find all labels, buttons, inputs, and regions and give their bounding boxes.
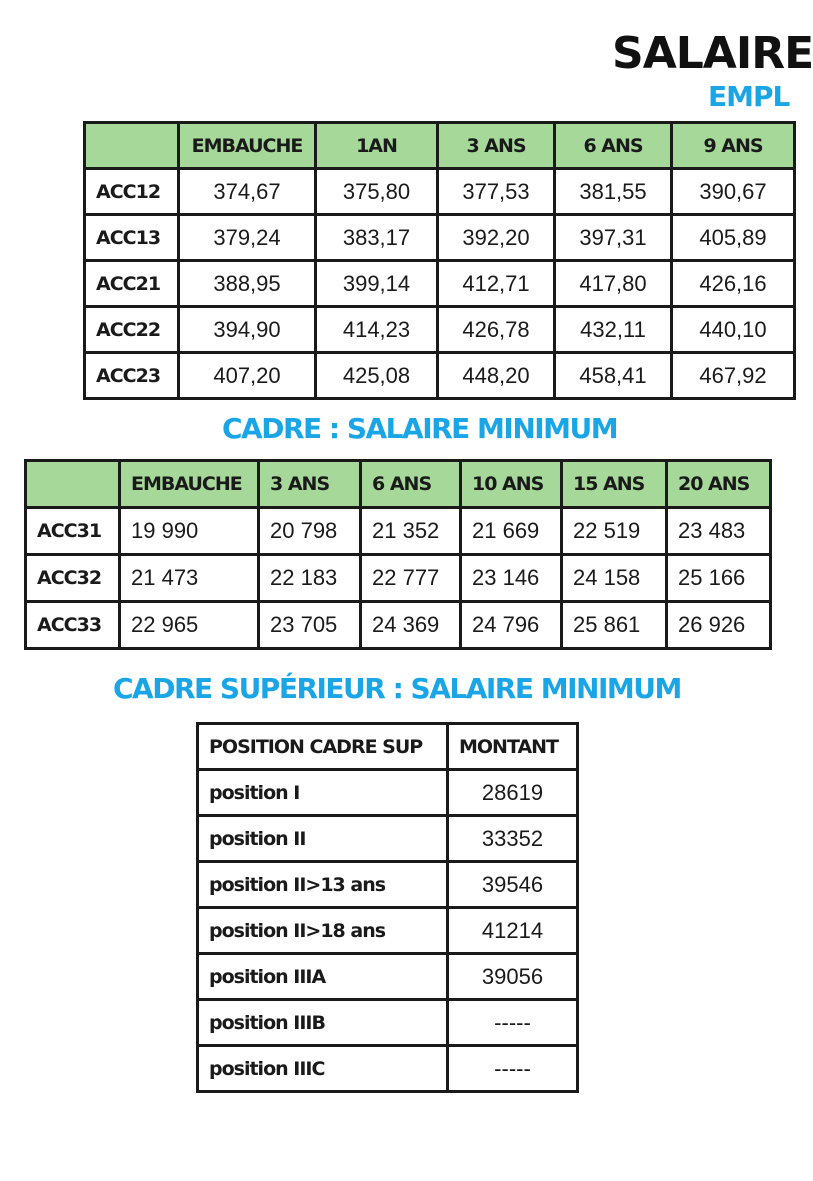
table-cell: 24 369 <box>361 602 461 649</box>
column-header: 1AN <box>316 123 438 169</box>
table-row <box>198 770 578 816</box>
row-label: position II>18 ans <box>198 908 448 954</box>
table-row <box>85 261 795 307</box>
column-header: 9 ANS <box>672 123 795 169</box>
table-cell: 22 519 <box>562 508 667 555</box>
employe-salary-table <box>83 121 796 400</box>
table-cell: 392,20 <box>438 215 555 261</box>
table-cell: 375,80 <box>316 169 438 215</box>
column-header: 3 ANS <box>438 123 555 169</box>
table-cell: 383,17 <box>316 215 438 261</box>
row-label: ACC12 <box>85 169 179 215</box>
table-cell: 23 705 <box>259 602 361 649</box>
column-header <box>85 123 179 169</box>
row-label: ACC31 <box>26 508 120 555</box>
table-cell: 25 166 <box>667 555 771 602</box>
row-label: ACC13 <box>85 215 179 261</box>
row-label: ACC32 <box>26 555 120 602</box>
table-cell: 426,16 <box>672 261 795 307</box>
table-cell: 425,08 <box>316 353 438 399</box>
table-cell: 22 183 <box>259 555 361 602</box>
table-cell: 21 473 <box>120 555 259 602</box>
table-cell: 397,31 <box>555 215 672 261</box>
table-cell: 20 798 <box>259 508 361 555</box>
table-cell: 377,53 <box>438 169 555 215</box>
table-cell: 467,92 <box>672 353 795 399</box>
table-header-row <box>26 461 771 508</box>
row-label: ACC23 <box>85 353 179 399</box>
column-header <box>26 461 120 508</box>
table-header-row <box>198 724 578 770</box>
table-cell: 22 965 <box>120 602 259 649</box>
table-cell: 432,11 <box>555 307 672 353</box>
table-cell: 23 146 <box>461 555 562 602</box>
table-row <box>26 555 771 602</box>
table-cell: 412,71 <box>438 261 555 307</box>
row-label: ACC33 <box>26 602 120 649</box>
table-cell: 448,20 <box>438 353 555 399</box>
table-cell: 426,78 <box>438 307 555 353</box>
cadre-section-title: CADRE : SALAIRE MINIMUM <box>222 412 618 445</box>
table-cell: 374,67 <box>179 169 316 215</box>
table-cell: 24 158 <box>562 555 667 602</box>
table-row <box>85 307 795 353</box>
table-cell: 417,80 <box>555 261 672 307</box>
row-label: position II <box>198 816 448 862</box>
table-cell: 458,41 <box>555 353 672 399</box>
column-header: 6 ANS <box>555 123 672 169</box>
table-cell: 381,55 <box>555 169 672 215</box>
table-row <box>198 908 578 954</box>
table-row <box>26 508 771 555</box>
table-cell: 39056 <box>448 954 578 1000</box>
table-row <box>85 169 795 215</box>
table-cell: 33352 <box>448 816 578 862</box>
column-header: 15 ANS <box>562 461 667 508</box>
table-cell: 21 352 <box>361 508 461 555</box>
row-label: position I <box>198 770 448 816</box>
column-header: 6 ANS <box>361 461 461 508</box>
table-cell: 399,14 <box>316 261 438 307</box>
row-label: ACC22 <box>85 307 179 353</box>
table-cell: 390,67 <box>672 169 795 215</box>
row-label: position IIIC <box>198 1046 448 1092</box>
table-cell: 407,20 <box>179 353 316 399</box>
column-header: EMBAUCHE <box>179 123 316 169</box>
row-label: position IIIA <box>198 954 448 1000</box>
table-cell: 22 777 <box>361 555 461 602</box>
table-row <box>85 353 795 399</box>
column-header: MONTANT <box>448 724 578 770</box>
table-row <box>198 1000 578 1046</box>
table-cell: 41214 <box>448 908 578 954</box>
table-cell: 394,90 <box>179 307 316 353</box>
table-cell: 405,89 <box>672 215 795 261</box>
table-cell: 23 483 <box>667 508 771 555</box>
page-title: SALAIRE <box>612 28 813 79</box>
table-cell: 414,23 <box>316 307 438 353</box>
table-cell: ----- <box>448 1000 578 1046</box>
table-cell: 379,24 <box>179 215 316 261</box>
column-header: 10 ANS <box>461 461 562 508</box>
cadre-salary-table <box>24 459 772 650</box>
table-cell: 28619 <box>448 770 578 816</box>
column-header: 20 ANS <box>667 461 771 508</box>
row-label: ACC21 <box>85 261 179 307</box>
table-header-row <box>85 123 795 169</box>
table-row <box>26 602 771 649</box>
table-cell: 19 990 <box>120 508 259 555</box>
table-cell: 388,95 <box>179 261 316 307</box>
table-row <box>198 1046 578 1092</box>
table-row <box>198 954 578 1000</box>
column-header: EMBAUCHE <box>120 461 259 508</box>
column-header: POSITION CADRE SUP <box>198 724 448 770</box>
table-cell: 21 669 <box>461 508 562 555</box>
table-cell: ----- <box>448 1046 578 1092</box>
table-row <box>198 862 578 908</box>
table-cell: 25 861 <box>562 602 667 649</box>
cadre-sup-section-title: CADRE SUPÉRIEUR : SALAIRE MINIMUM <box>113 672 681 705</box>
cadre-sup-salary-table <box>196 722 579 1093</box>
page-subtitle: EMPL <box>708 80 790 113</box>
table-cell: 24 796 <box>461 602 562 649</box>
row-label: position IIIB <box>198 1000 448 1046</box>
table-cell: 39546 <box>448 862 578 908</box>
table-cell: 440,10 <box>672 307 795 353</box>
table-cell: 26 926 <box>667 602 771 649</box>
table-row <box>198 816 578 862</box>
column-header: 3 ANS <box>259 461 361 508</box>
table-row <box>85 215 795 261</box>
row-label: position II>13 ans <box>198 862 448 908</box>
